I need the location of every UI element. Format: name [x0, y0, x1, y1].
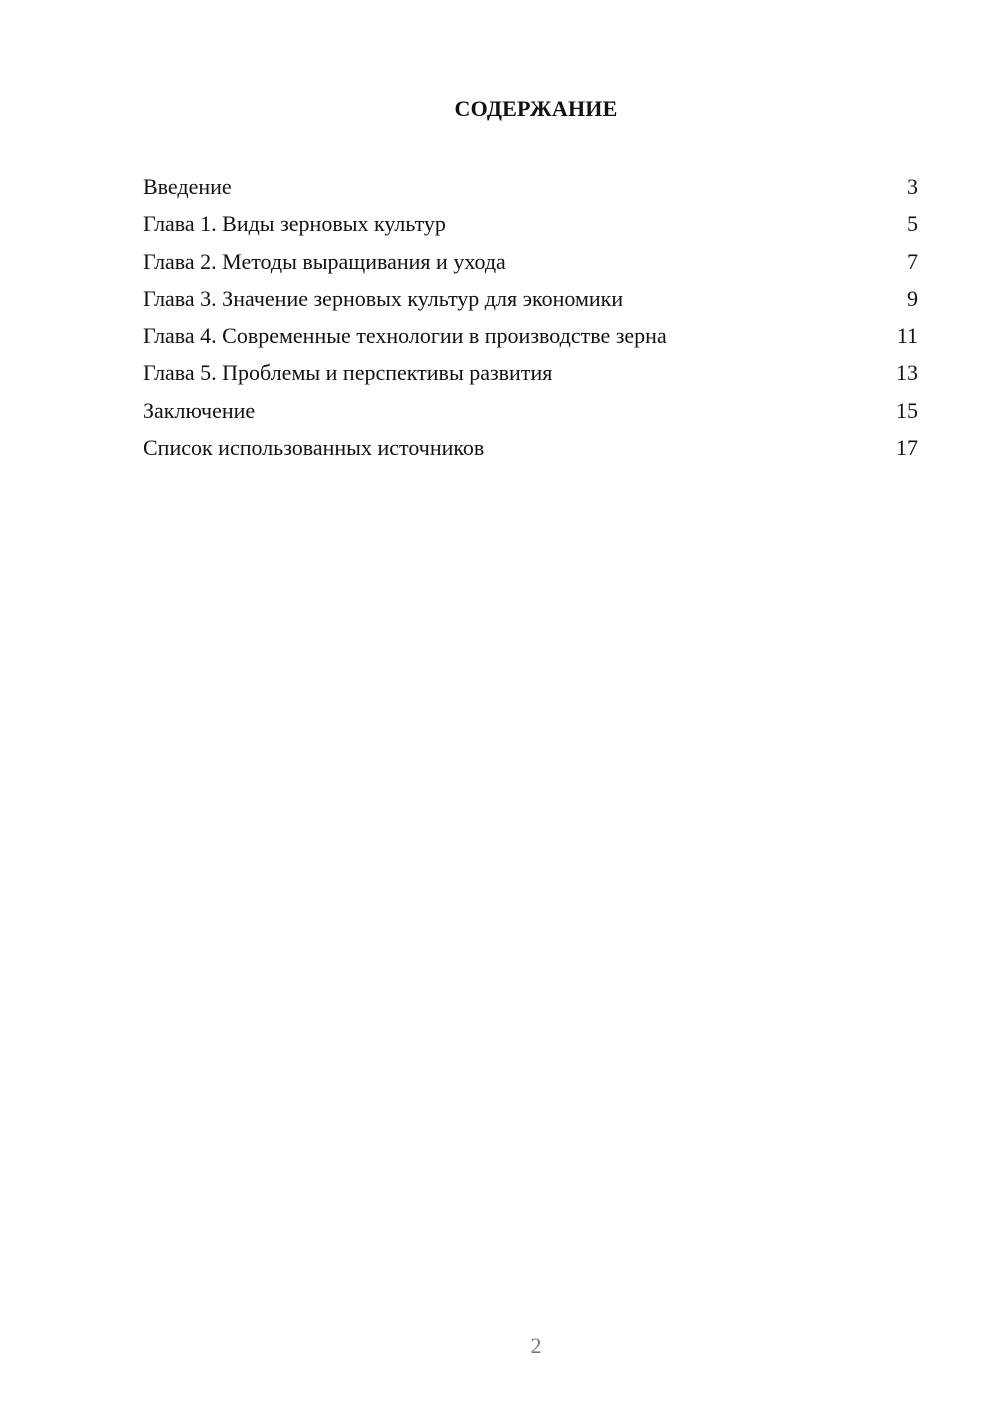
toc-entry-label: Заключение	[143, 397, 256, 423]
toc-entry-page: 5	[907, 211, 918, 237]
toc-title: СОДЕРЖАНИЕ	[454, 96, 618, 121]
toc-entry-label: Глава 5. Проблемы и перспективы развития	[143, 360, 553, 386]
toc-entry-references	[143, 429, 918, 466]
toc-entry-conclusion	[143, 392, 918, 429]
toc-entry-chapter-5	[143, 354, 918, 391]
toc-entry-page: 13	[896, 360, 918, 386]
toc-entry-page: 7	[907, 248, 918, 274]
toc-entry-page: 17	[896, 435, 918, 461]
toc-entry-page: 3	[907, 174, 918, 199]
toc-entry-page: 9	[907, 285, 918, 311]
toc-entry-label: Введение	[143, 174, 232, 199]
toc-entry-label: Глава 1. Виды зерновых культур	[143, 211, 446, 237]
page-number: 2	[530, 1333, 542, 1358]
toc-entry-page: 15	[896, 397, 918, 423]
toc-entry-introduction	[143, 168, 918, 205]
toc-entry-label: Глава 4. Современные технологии в производстве зерна	[143, 323, 667, 349]
toc-entry-label: Глава 2. Методы выращивания и ухода	[143, 248, 506, 274]
toc-entry-page: 11	[896, 323, 918, 349]
toc-entry-chapter-4	[143, 317, 918, 354]
table-of-contents	[143, 168, 918, 466]
toc-entry-chapter-3	[143, 280, 918, 317]
toc-entry-label: Глава 3. Значение зерновых культур для экономики	[143, 285, 624, 311]
toc-entry-chapter-2	[143, 243, 918, 280]
toc-entry-chapter-1	[143, 205, 918, 242]
toc-entry-label: Список использованных источников	[143, 435, 485, 461]
